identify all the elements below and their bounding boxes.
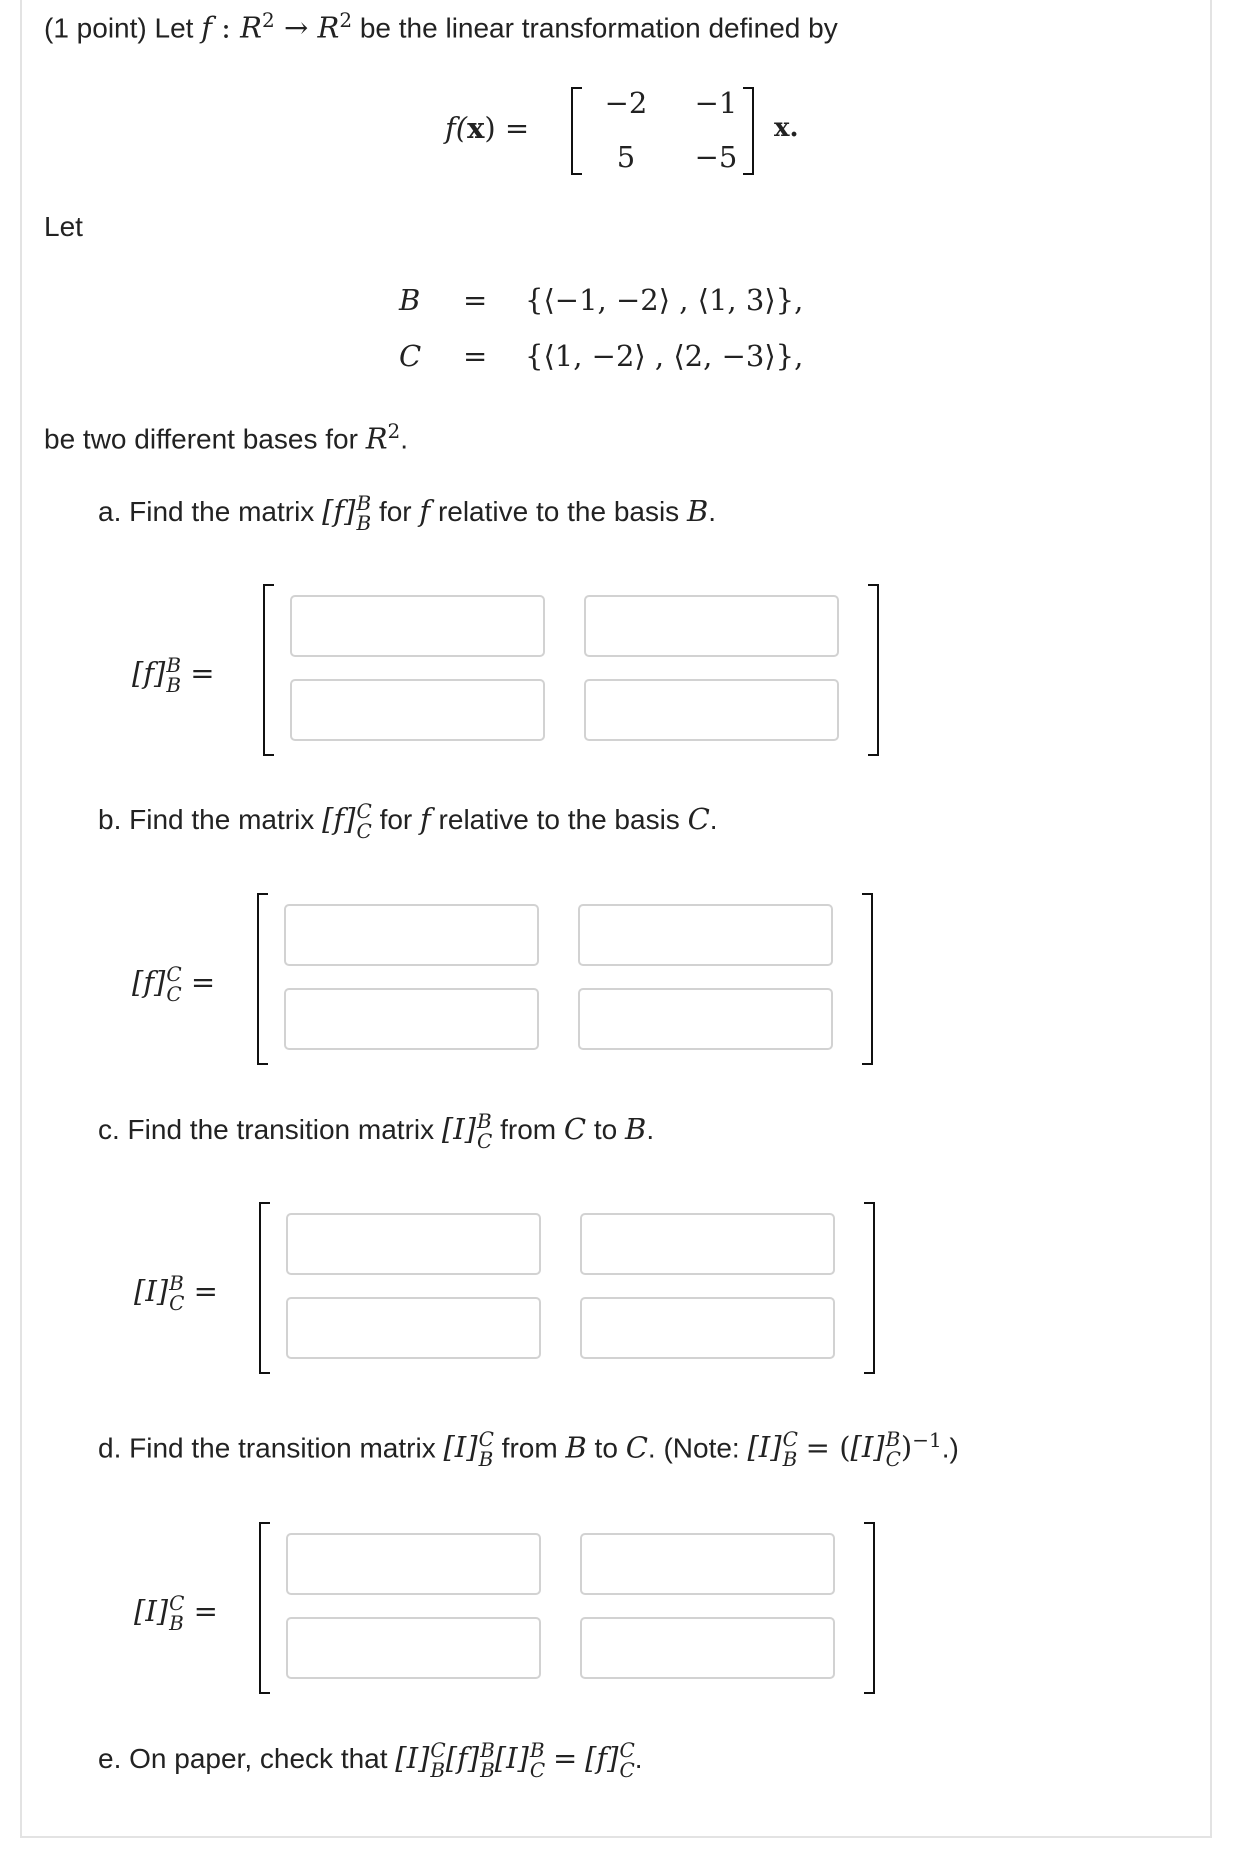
part-a-entry-21[interactable] <box>290 679 545 741</box>
part-d-entry-11[interactable] <box>286 1533 541 1595</box>
part-d-left-bracket <box>259 1522 270 1694</box>
definition-rhs: x. <box>774 113 799 143</box>
part-a-left-bracket <box>263 584 274 756</box>
part-b-right-bracket <box>862 893 873 1065</box>
part-d-entry-22[interactable] <box>580 1617 835 1679</box>
basis-C-symbol: C <box>399 339 422 373</box>
basis-C-value: {⟨1, −2⟩ , ⟨2, −3⟩}, <box>525 339 804 373</box>
part-d-right-bracket <box>864 1522 875 1694</box>
problem-card <box>20 0 1212 1838</box>
part-e-prompt: e. On paper, check that [I] C B [f] B B [I] B C = [f] C C . <box>98 1738 643 1782</box>
part-a-entry-11[interactable] <box>290 595 545 657</box>
part-c-prompt: c. Find the transition matrix [I] B C from C to B. <box>98 1109 655 1153</box>
part-c-entry-22[interactable] <box>580 1297 835 1359</box>
part-a-prompt: a. Find the matrix [f] B B for f relative to the basis B. <box>98 491 717 535</box>
matrix-cell: −5 <box>694 140 738 174</box>
part-c-entry-21[interactable] <box>286 1297 541 1359</box>
definition-lhs: f(x) = <box>445 111 530 145</box>
matrix-left-bracket <box>571 87 582 175</box>
bases-note: be two different bases for $R^2$. <box>44 419 409 456</box>
part-c-entry-12[interactable] <box>580 1213 835 1275</box>
part-d-label: [I] C B = <box>134 1591 218 1635</box>
part-a-label: [f] B B = <box>132 653 215 697</box>
part-d-prompt: d. Find the transition matrix [I] C B from B to C. (Note: [I] C B = ([I] B C )$^{-1}$.) <box>98 1427 959 1472</box>
part-c-label: [I] B C = <box>134 1271 218 1315</box>
basis-B-symbol: B <box>399 283 421 317</box>
intro-line: (1 point) Let f : $R^2 \to R^2$ be the linear transformation defined by <box>44 8 838 45</box>
part-c-right-bracket <box>864 1202 875 1374</box>
part-d-entry-21[interactable] <box>286 1617 541 1679</box>
part-b-label: [f] C C = <box>132 962 216 1006</box>
let-label: Let <box>44 211 83 242</box>
basis-B-value: {⟨−1, −2⟩ , ⟨1, 3⟩}, <box>525 283 804 317</box>
part-b-prompt: b. Find the matrix [f] C C for f relative to the basis C. <box>98 799 718 843</box>
part-b-entry-21[interactable] <box>284 988 539 1050</box>
part-a-right-bracket <box>868 584 879 756</box>
part-b-entry-12[interactable] <box>578 904 833 966</box>
part-b-entry-11[interactable] <box>284 904 539 966</box>
matrix-cell: −2 <box>604 86 648 120</box>
part-a-entry-22[interactable] <box>584 679 839 741</box>
part-d-entry-12[interactable] <box>580 1533 835 1595</box>
matrix-cell: 5 <box>616 140 636 174</box>
matrix-cell: −1 <box>694 86 738 120</box>
part-a-entry-12[interactable] <box>584 595 839 657</box>
part-c-left-bracket <box>259 1202 270 1374</box>
matrix-right-bracket <box>743 87 754 175</box>
part-b-left-bracket <box>257 893 268 1065</box>
basis-B-equals: = <box>463 283 488 317</box>
basis-C-equals: = <box>463 339 488 373</box>
part-b-entry-22[interactable] <box>578 988 833 1050</box>
part-c-entry-11[interactable] <box>286 1213 541 1275</box>
